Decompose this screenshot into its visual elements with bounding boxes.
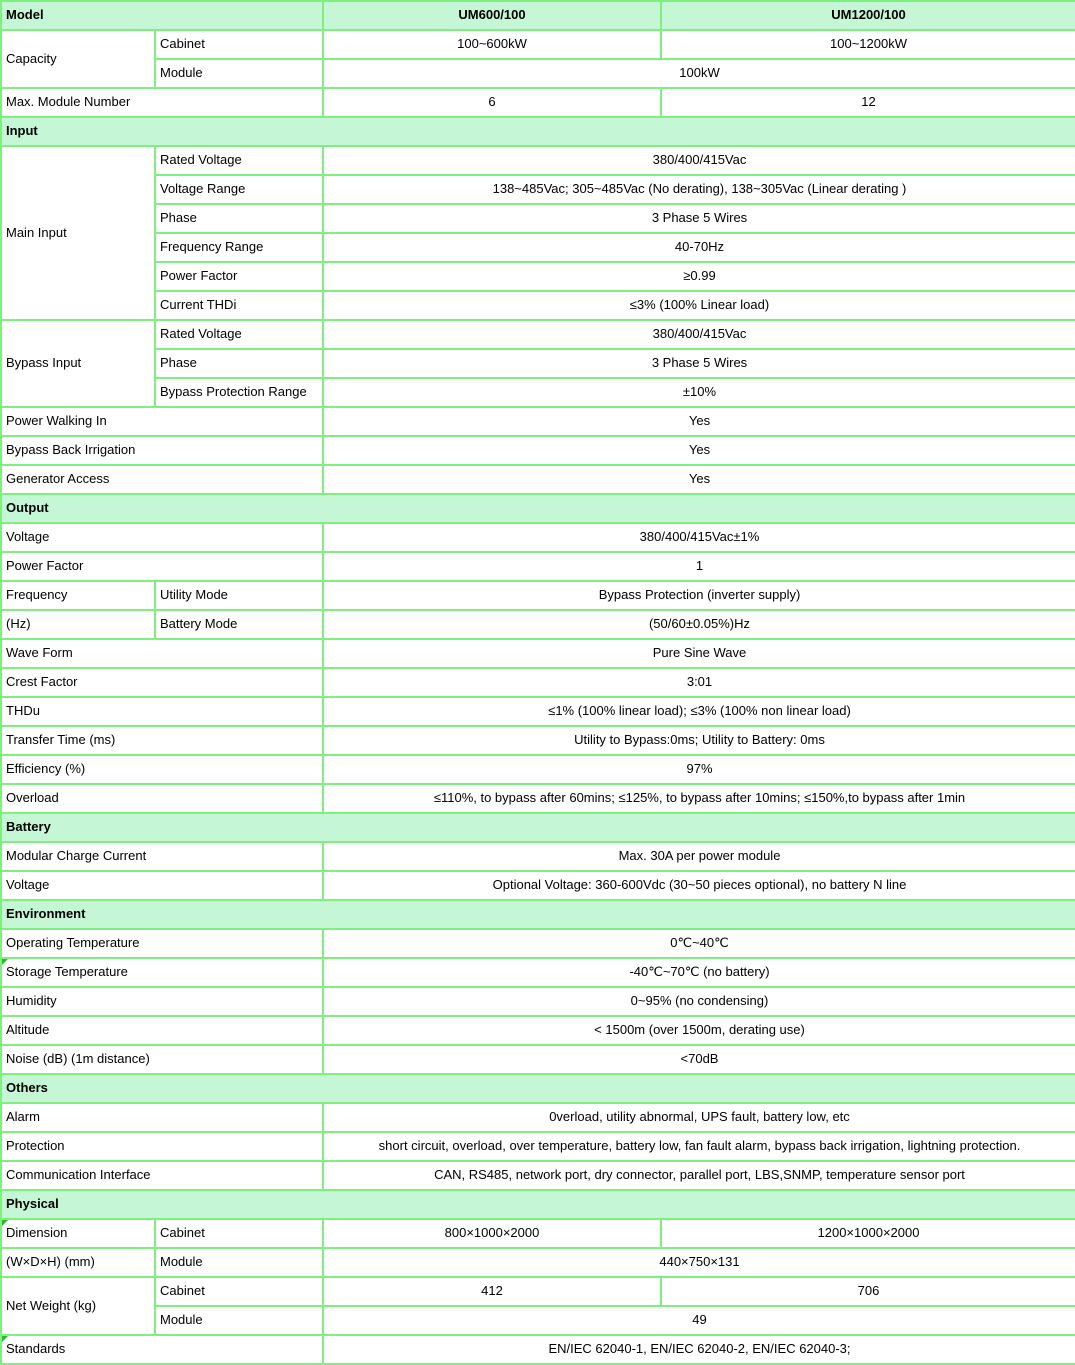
label-utility-mode: Utility Mode bbox=[155, 581, 323, 610]
label-noise-db-1m-distance: Noise (dB) (1m distance) bbox=[1, 1045, 323, 1074]
table-row bbox=[1, 1, 1075, 30]
label-battery-mode: Battery Mode bbox=[155, 610, 323, 639]
label-current-thdi: Current THDi bbox=[155, 291, 323, 320]
label-communication-interface: Communication Interface bbox=[1, 1161, 323, 1190]
section-header-physical: Physical bbox=[1, 1190, 1075, 1219]
value-0-95-no-condensing: 0~95% (no condensing) bbox=[323, 987, 1075, 1016]
value-pure-sine-wave: Pure Sine Wave bbox=[323, 639, 1075, 668]
table-row bbox=[1, 552, 1075, 581]
label-rated-voltage: Rated Voltage bbox=[155, 320, 323, 349]
section-header-environment: Environment bbox=[1, 900, 1075, 929]
value-100-1200kw: 100~1200kW bbox=[661, 30, 1075, 59]
value-49: 49 bbox=[323, 1306, 1075, 1335]
label-voltage: Voltage bbox=[1, 523, 323, 552]
table-row bbox=[1, 320, 1075, 349]
label-frequency-range: Frequency Range bbox=[155, 233, 323, 262]
label-bypass-back-irrigation: Bypass Back Irrigation bbox=[1, 436, 323, 465]
label-overload: Overload bbox=[1, 784, 323, 813]
table-row bbox=[1, 465, 1075, 494]
table-row bbox=[1, 581, 1075, 610]
label-efficiency: Efficiency (%) bbox=[1, 755, 323, 784]
value-yes: Yes bbox=[323, 407, 1075, 436]
table-row bbox=[1, 929, 1075, 958]
value-380-400-415vac-1: 380/400/415Vac±1% bbox=[323, 523, 1075, 552]
table-row bbox=[1, 697, 1075, 726]
comment-marker-icon bbox=[2, 1220, 8, 1226]
label-power-walking-in: Power Walking In bbox=[1, 407, 323, 436]
label-cabinet: Cabinet bbox=[155, 1219, 323, 1248]
table-row bbox=[1, 262, 1075, 291]
table-row bbox=[1, 1219, 1075, 1248]
table-row bbox=[1, 378, 1075, 407]
table-row bbox=[1, 523, 1075, 552]
label-dimension: Dimension bbox=[1, 1219, 155, 1248]
table-row bbox=[1, 958, 1075, 987]
table-row bbox=[1, 117, 1075, 146]
table-row bbox=[1, 639, 1075, 668]
value-380-400-415vac: 380/400/415Vac bbox=[323, 320, 1075, 349]
header-um1200-100: UM1200/100 bbox=[661, 1, 1075, 30]
value-1500m-over-1500m-derating-use: < 1500m (over 1500m, derating use) bbox=[323, 1016, 1075, 1045]
label-w-d-h-mm: (W×D×H) (mm) bbox=[1, 1248, 155, 1277]
value-yes: Yes bbox=[323, 465, 1075, 494]
table-row bbox=[1, 1190, 1075, 1219]
table-row bbox=[1, 1016, 1075, 1045]
value-1: 1 bbox=[323, 552, 1075, 581]
value-yes: Yes bbox=[323, 436, 1075, 465]
value-utility-to-bypass-0ms-utility-to-battery-0ms: Utility to Bypass:0ms; Utility to Battery: 0ms bbox=[323, 726, 1075, 755]
table-row bbox=[1, 1103, 1075, 1132]
value-10: ±10% bbox=[323, 378, 1075, 407]
value-97: 97% bbox=[323, 755, 1075, 784]
table-row bbox=[1, 1277, 1075, 1306]
value-380-400-415vac: 380/400/415Vac bbox=[323, 146, 1075, 175]
label-module: Module bbox=[155, 1248, 323, 1277]
table-row bbox=[1, 88, 1075, 117]
value-en-iec-62040-1-en-iec-62040-2-en-iec-62040-3: EN/IEC 62040-1, EN/IEC 62040-2, EN/IEC 62040-3; bbox=[323, 1335, 1075, 1364]
label-power-factor: Power Factor bbox=[1, 552, 323, 581]
label-power-factor: Power Factor bbox=[155, 262, 323, 291]
value-can-rs485-network-port-dry-connector-parallel-port-lbs-snmp-temperature-sensor-port: CAN, RS485, network port, dry connector, parallel port, LBS,SNMP, temperature sensor port bbox=[323, 1161, 1075, 1190]
label-protection: Protection bbox=[1, 1132, 323, 1161]
table-row bbox=[1, 349, 1075, 378]
value-1200-1000-2000: 1200×1000×2000 bbox=[661, 1219, 1075, 1248]
label-cabinet: Cabinet bbox=[155, 1277, 323, 1306]
table-row bbox=[1, 436, 1075, 465]
table-row bbox=[1, 494, 1075, 523]
header-model: Model bbox=[1, 1, 323, 30]
label-wave-form: Wave Form bbox=[1, 639, 323, 668]
table-row bbox=[1, 610, 1075, 639]
value-3-phase-5-wires: 3 Phase 5 Wires bbox=[323, 349, 1075, 378]
table-row bbox=[1, 871, 1075, 900]
value-440-750-131: 440×750×131 bbox=[323, 1248, 1075, 1277]
label-max-module-number: Max. Module Number bbox=[1, 88, 323, 117]
table-row bbox=[1, 1045, 1075, 1074]
section-header-others: Others bbox=[1, 1074, 1075, 1103]
label-phase: Phase bbox=[155, 204, 323, 233]
value-0verload-utility-abnormal-ups-fault-battery-low-etc: 0verload, utility abnormal, UPS fault, battery low, etc bbox=[323, 1103, 1075, 1132]
label-storage-temperature: Storage Temperature bbox=[1, 958, 323, 987]
label-standards: Standards bbox=[1, 1335, 323, 1364]
label-thdu: THDu bbox=[1, 697, 323, 726]
table-row bbox=[1, 1306, 1075, 1335]
table-row bbox=[1, 726, 1075, 755]
section-header-battery: Battery bbox=[1, 813, 1075, 842]
comment-marker-icon bbox=[2, 1336, 8, 1342]
label-phase: Phase bbox=[155, 349, 323, 378]
value-100-600kw: 100~600kW bbox=[323, 30, 661, 59]
table-row bbox=[1, 784, 1075, 813]
comment-marker-icon bbox=[2, 959, 8, 965]
value-max-30a-per-power-module: Max. 30A per power module bbox=[323, 842, 1075, 871]
value-40-70-no-battery: -40℃~70℃ (no battery) bbox=[323, 958, 1075, 987]
table-row bbox=[1, 755, 1075, 784]
label-transfer-time-ms: Transfer Time (ms) bbox=[1, 726, 323, 755]
value-1-100-linear-load-3-100-non-linear-load: ≤1% (100% linear load); ≤3% (100% non linear load) bbox=[323, 697, 1075, 726]
label-net-weight-kg: Net Weight (kg) bbox=[1, 1277, 155, 1335]
table-row bbox=[1, 59, 1075, 88]
value-short-circuit-overload-over-temperature-battery-low-fan-fault-alarm-bypass-back-irrigation-lightning-protection: short circuit, overload, over temperature, battery low, fan fault alarm, bypass back irrigation, lightning protection. bbox=[323, 1132, 1075, 1161]
value-800-1000-2000: 800×1000×2000 bbox=[323, 1219, 661, 1248]
header-um600-100: UM600/100 bbox=[323, 1, 661, 30]
table-row bbox=[1, 668, 1075, 697]
label-voltage-range: Voltage Range bbox=[155, 175, 323, 204]
value-0-40: 0℃~40℃ bbox=[323, 929, 1075, 958]
section-header-output: Output bbox=[1, 494, 1075, 523]
value-110-to-bypass-after-60mins-125-to-bypass-after-10mins-150-to-bypass-after-1min: ≤110%, to bypass after 60mins; ≤125%, to bypass after 10mins; ≤150%,to bypass after 1min bbox=[323, 784, 1075, 813]
label-modular-charge-current: Modular Charge Current bbox=[1, 842, 323, 871]
label-alarm: Alarm bbox=[1, 1103, 323, 1132]
value-138-485vac-305-485vac-no-derating-138-305vac-linear-derating: 138~485Vac; 305~485Vac (No derating), 138~305Vac (Linear derating ) bbox=[323, 175, 1075, 204]
table-row bbox=[1, 146, 1075, 175]
value-6: 6 bbox=[323, 88, 661, 117]
label-generator-access: Generator Access bbox=[1, 465, 323, 494]
label-frequency: Frequency bbox=[1, 581, 155, 610]
label-altitude: Altitude bbox=[1, 1016, 323, 1045]
table-row bbox=[1, 900, 1075, 929]
table-row bbox=[1, 30, 1075, 59]
table-row bbox=[1, 1074, 1075, 1103]
label-bypass-input: Bypass Input bbox=[1, 320, 155, 407]
table-row bbox=[1, 407, 1075, 436]
value-412: 412 bbox=[323, 1277, 661, 1306]
value-706: 706 bbox=[661, 1277, 1075, 1306]
value-optional-voltage-360-600vdc-30-50-pieces-optional-no-battery-n-line: Optional Voltage: 360-600Vdc (30~50 pieces optional), no battery N line bbox=[323, 871, 1075, 900]
value-100kw: 100kW bbox=[323, 59, 1075, 88]
table-row bbox=[1, 987, 1075, 1016]
table-row bbox=[1, 1335, 1075, 1364]
label-bypass-protection-range: Bypass Protection Range bbox=[155, 378, 323, 407]
table-row bbox=[1, 233, 1075, 262]
value-3-100-linear-load: ≤3% (100% Linear load) bbox=[323, 291, 1075, 320]
table-row bbox=[1, 1161, 1075, 1190]
value-40-70hz: 40-70Hz bbox=[323, 233, 1075, 262]
value-bypass-protection-inverter-supply: Bypass Protection (inverter supply) bbox=[323, 581, 1075, 610]
table-row bbox=[1, 842, 1075, 871]
value-0-99: ≥0.99 bbox=[323, 262, 1075, 291]
label-capacity: Capacity bbox=[1, 30, 155, 88]
label-cabinet: Cabinet bbox=[155, 30, 323, 59]
spec-table-body bbox=[1, 1, 1075, 1364]
label-voltage: Voltage bbox=[1, 871, 323, 900]
value-70db: <70dB bbox=[323, 1045, 1075, 1074]
table-row bbox=[1, 1132, 1075, 1161]
label-rated-voltage: Rated Voltage bbox=[155, 146, 323, 175]
value-50-60-0-05-hz: (50/60±0.05%)Hz bbox=[323, 610, 1075, 639]
label-humidity: Humidity bbox=[1, 987, 323, 1016]
table-row bbox=[1, 291, 1075, 320]
label-module: Module bbox=[155, 1306, 323, 1335]
label-module: Module bbox=[155, 59, 323, 88]
table-row bbox=[1, 1248, 1075, 1277]
value-12: 12 bbox=[661, 88, 1075, 117]
value-3-phase-5-wires: 3 Phase 5 Wires bbox=[323, 204, 1075, 233]
table-row bbox=[1, 204, 1075, 233]
table-row bbox=[1, 813, 1075, 842]
label-hz: (Hz) bbox=[1, 610, 155, 639]
table-row bbox=[1, 175, 1075, 204]
label-crest-factor: Crest Factor bbox=[1, 668, 323, 697]
label-operating-temperature: Operating Temperature bbox=[1, 929, 323, 958]
section-header-input: Input bbox=[1, 117, 1075, 146]
value-3-01: 3:01 bbox=[323, 668, 1075, 697]
label-main-input: Main Input bbox=[1, 146, 155, 320]
